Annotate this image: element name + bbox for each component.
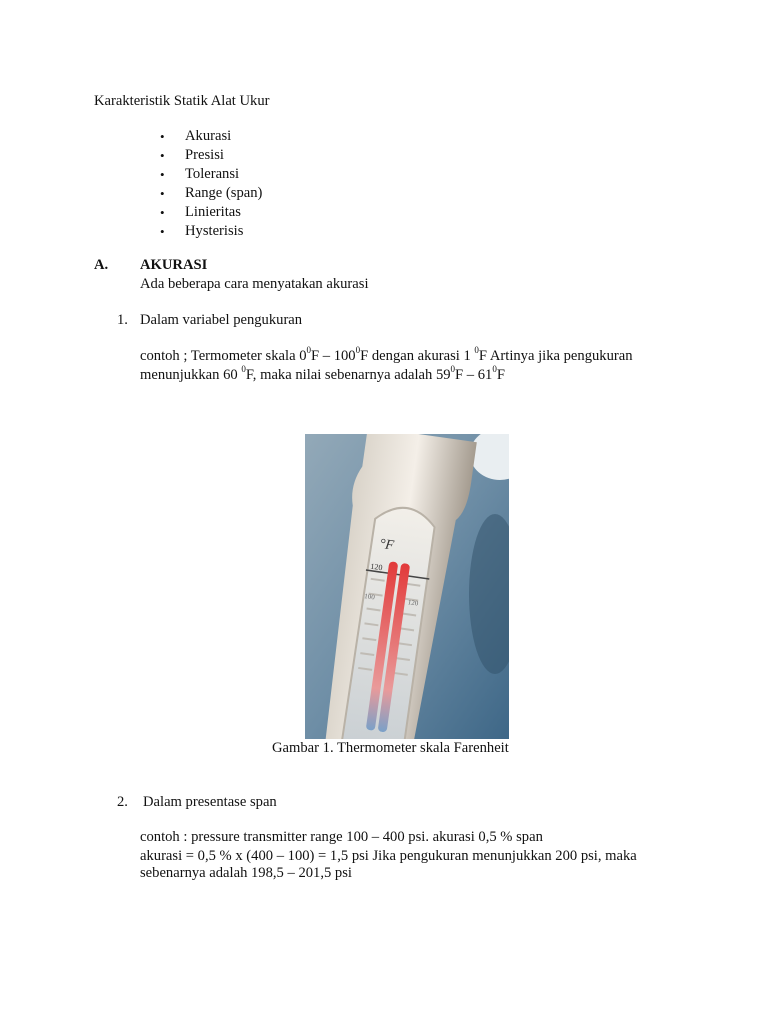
unit-label: °F <box>378 536 395 554</box>
item-number: 2. <box>117 794 128 810</box>
thermometer-photo <box>305 434 509 739</box>
figure-caption: Gambar 1. Thermometer skala Farenheit <box>272 740 509 756</box>
list-item: • Toleransi <box>160 166 240 182</box>
scale-label: 120 <box>407 598 419 608</box>
bullet-icon: • <box>160 224 165 239</box>
section-letter: A. <box>94 257 109 273</box>
item-label: Dalam variabel pengukuran <box>140 312 303 328</box>
item-label: Dalam presentase span <box>143 794 277 810</box>
list-item: • Linieritas <box>160 204 241 220</box>
list-item: • Akurasi <box>160 128 232 144</box>
characteristics-list <box>160 127 262 241</box>
bullet-icon: • <box>160 186 165 201</box>
example-line: menunjukkan 60 $^0$F, maka nilai sebenarnya adalah $59^0F - 61^0F$ <box>140 364 505 383</box>
bullet-icon: • <box>160 167 165 182</box>
example-line: contoh : pressure transmitter range 100 – 400 psi. akurasi 0,5 % span <box>140 829 543 845</box>
example-line: sebenarnya adalah 198,5 – 201,5 psi <box>140 865 352 881</box>
bullet-icon: • <box>160 129 165 144</box>
scale-label: 100 <box>363 592 376 602</box>
page-title: Karakteristik Statik Alat Ukur <box>94 93 270 109</box>
section-intro: Ada beberapa cara menyatakan akurasi <box>140 276 369 292</box>
bullet-icon: • <box>160 148 165 163</box>
scale-label: 120 <box>369 561 384 573</box>
example-line: akurasi = 0,5 % x (400 – 100) = 1,5 psi Jika pengukuran menunjukkan 200 psi, maka <box>140 848 637 864</box>
section-heading: AKURASI <box>140 257 208 273</box>
list-item: • Hysterisis <box>160 223 244 239</box>
list-item: • Range (span) <box>160 185 263 201</box>
item-number: 1. <box>117 312 128 328</box>
thermometer-illustration <box>305 434 509 739</box>
bullet-icon: • <box>160 205 165 220</box>
example-line: contoh ; Termometer skala $0^0F - 100^0F$ dengan akurasi 1 $^0$F Artinya jika pengukuran <box>140 345 633 364</box>
list-item: • Presisi <box>160 147 224 163</box>
